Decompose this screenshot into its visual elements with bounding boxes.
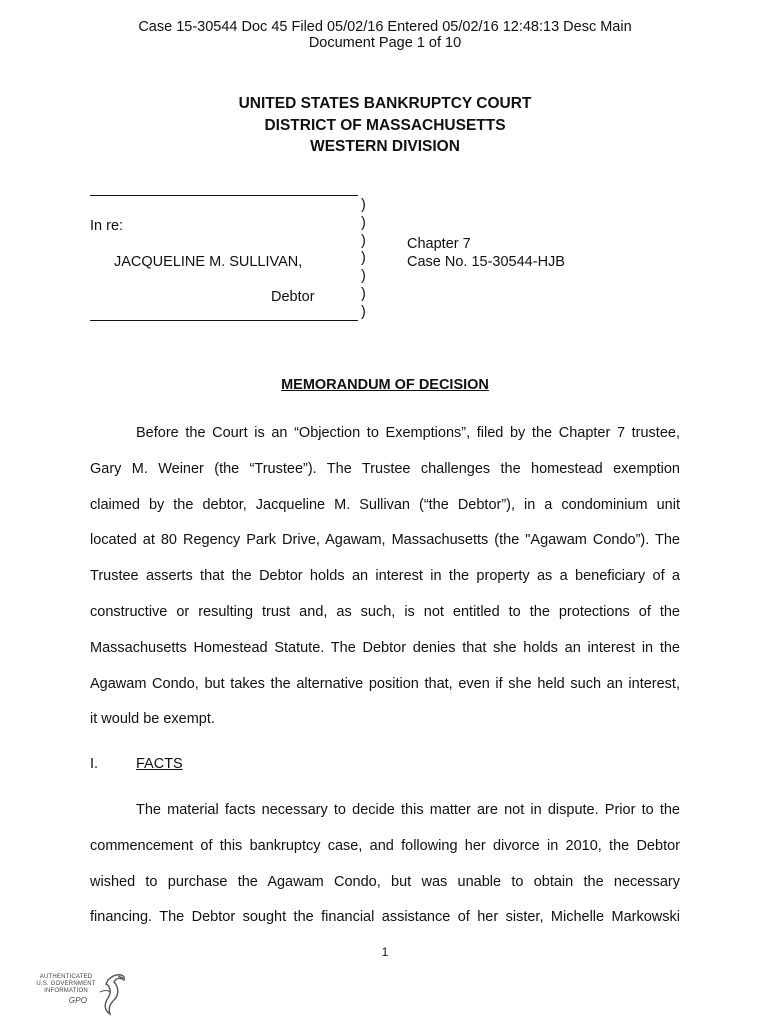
paragraph-line: Trustee asserts that the Debtor holds an interest in the property as a beneficiary of a [90, 568, 680, 585]
paragraph-line: Gary M. Weiner (the “Trustee”). The Trustee challenges the homestead exemption [90, 460, 680, 477]
paragraph-line: claimed by the debtor, Jacqueline M. Sullivan (“the Debtor”), in a condominium unit [90, 496, 680, 513]
in-re-label: In re: [90, 218, 124, 234]
debtor-name: JACQUELINE M. SULLIVAN, [114, 254, 303, 270]
docket-header-line1: Case 15-30544 Doc 45 Filed 05/02/16 Entered 05/02/16 12:48:13 Desc Main [138, 19, 632, 35]
caption-bottom-rule [90, 320, 358, 321]
seal-line-2: U.S. GOVERNMENT [36, 981, 96, 987]
chapter-label: Chapter 7 [407, 236, 471, 252]
paragraph-line: Before the Court is an “Objection to Exemptions”, filed by the Chapter 7 trustee, [136, 425, 680, 441]
paragraph-line: The material facts necessary to decide this matter are not in dispute. Prior to the [136, 802, 680, 818]
paragraph-line: it would be exempt. [90, 711, 215, 728]
seal-line-1: AUTHENTICATED [39, 974, 93, 980]
memorandum-title: MEMORANDUM OF DECISION [281, 377, 489, 393]
paragraph-line: wished to purchase the Agawam Condo, but was unable to obtain the necessary [90, 873, 680, 890]
gpo-authentication-seal [30, 968, 130, 1018]
seal-line-4: GPO [68, 996, 88, 1005]
paragraph-line: constructive or resulting trust and, as such, is not entitled to the protections of the [90, 603, 680, 620]
case-number: Case No. 15-30544-HJB [407, 254, 565, 270]
caption-top-rule [90, 195, 358, 196]
caption-parentheses: ) ) ) ) ) ) ) [361, 197, 366, 320]
facts-paragraph [90, 793, 680, 936]
page-number: 1 [381, 945, 389, 959]
seal-line-3: INFORMATION [44, 988, 88, 994]
court-division: WESTERN DIVISION [310, 138, 460, 155]
court-name: UNITED STATES BANKRUPTCY COURT [238, 95, 532, 112]
debtor-label: Debtor [271, 289, 315, 305]
docket-header-line2: Document Page 1 of 10 [308, 35, 462, 51]
paragraph-line: commencement of this bankruptcy case, and following her divorce in 2010, the Debtor [90, 837, 680, 854]
section-heading: FACTS [136, 756, 183, 772]
court-district: DISTRICT OF MASSACHUSETTS [264, 117, 506, 134]
paragraph-line: Agawam Condo, but takes the alternative position that, even if she held such an interest, [90, 675, 680, 692]
paragraph-line: financing. The Debtor sought the financial assistance of her sister, Michelle Markowski [90, 909, 680, 926]
intro-paragraph [90, 416, 680, 738]
section-number: I. [90, 756, 99, 772]
paragraph-line: located at 80 Regency Park Drive, Agawam, Massachusetts (the "Agawam Condo”). The [90, 532, 680, 549]
paragraph-line: Massachusetts Homestead Statute. The Debtor denies that she holds an interest in the [90, 639, 680, 656]
